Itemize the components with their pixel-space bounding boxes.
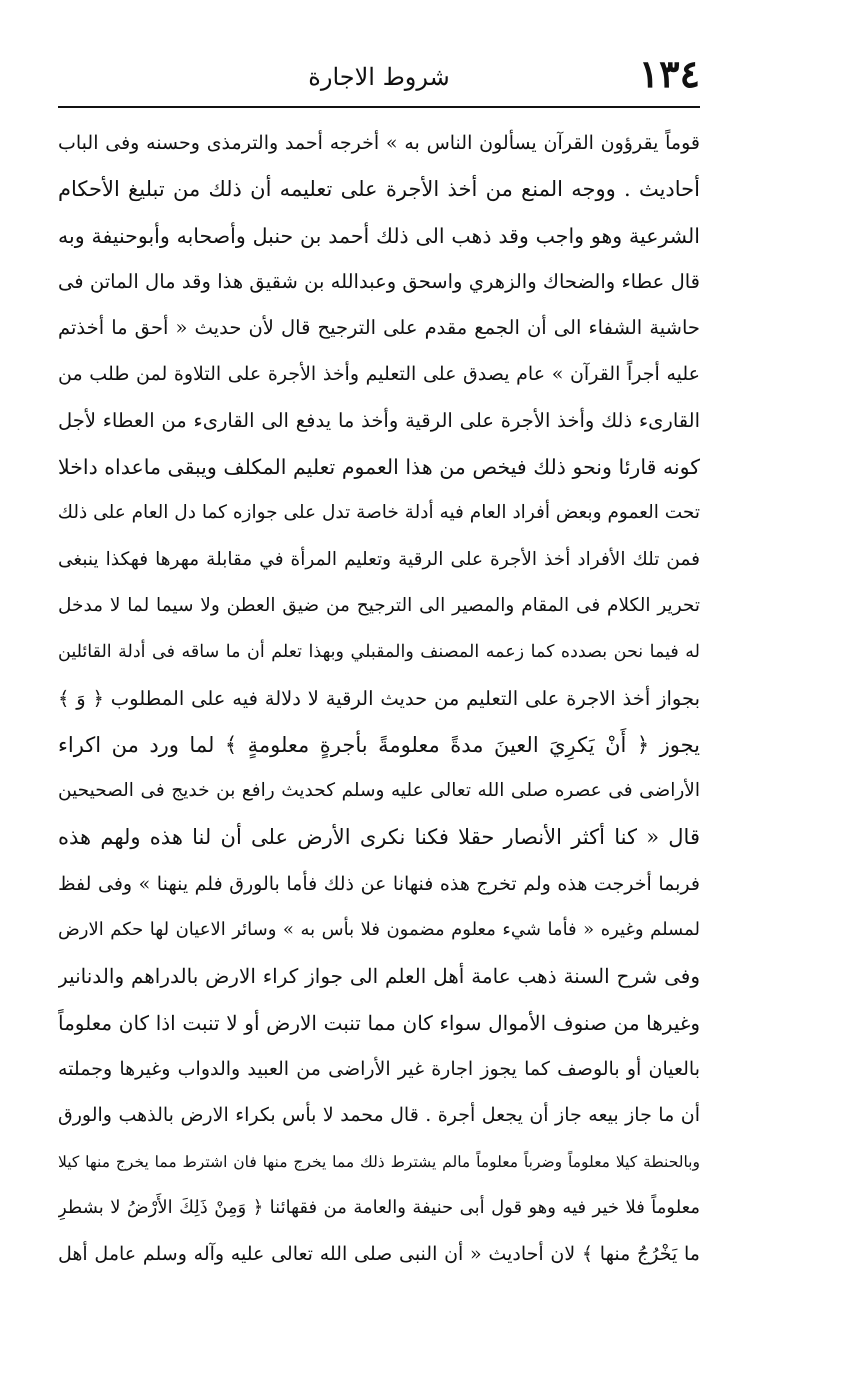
text-line: فربما أخرجت هذه ولم تخرج هذه فنهانا عن ذلك فأما بالورق فلم ينهنا » وفى لفظ	[58, 872, 700, 895]
page-number: ١٣٤	[638, 51, 700, 96]
text-line: بالعيان أو بالوصف كما يجوز اجارة غير الأراضى من العبيد والدواب وغيرها وجملته	[58, 1057, 700, 1080]
body-text	[58, 120, 700, 1277]
text-line: الشرعية وهو واجب وقد ذهب الى ذلك أحمد بن حنبل وأصحابه وأبوحنيفة وبه	[58, 223, 700, 248]
text-line: وفى شرح السنة ذهب عامة أهل العلم الى جواز كراء الارض بالدراهم والدنانير	[58, 964, 700, 989]
text-line: وبالحنطة كيلا معلوماً وضرباً معلوماً مالم يشترط ذلك مما يخرج منها فان اشترط مما يخرج منها كيلا	[58, 1152, 700, 1171]
page-header	[58, 52, 700, 102]
text-line: تحرير الكلام فى المقام والمصير الى الترجيح من ضيق العطن ولا سيما لما لا مدخل	[58, 594, 700, 616]
text-line: يجوز ﴿ أَنْ يَكرِيَ العينَ مدةً معلومةً بأجرةٍ معلومةٍ ﴾ لما ورد من اكراء	[58, 732, 700, 757]
text-line: الأراضى فى عصره صلى الله تعالى عليه وسلم كحديث رافع بن خديج فى الصحيحين	[58, 780, 700, 802]
text-line: أن ما جاز بيعه جاز أن يجعل أجرة . قال محمد لا بأس بكراء الارض بالذهب والورق	[58, 1104, 700, 1127]
text-line: ما يَخْرُجُ منها ﴾ لان أحاديث « أن النبى صلى الله تعالى عليه وآله وسلم عامل أهل	[58, 1243, 700, 1266]
text-line: بجواز أخذ الاجرة على التعليم من حديث الرقية لا دلالة فيه على المطلوب ﴿ وَ ﴾	[58, 686, 700, 710]
text-line: أحاديث . ووجه المنع من أخذ الأجرة على تعليمه أن ذلك من تبليغ الأحكام	[58, 177, 700, 202]
text-line: كونه قارئا ونحو ذلك فيخص من هذا العموم تعليم المكلف ويبقى ماعداه داخلا	[58, 455, 700, 480]
text-line: وغيرها من صنوف الأموال سواء كان مما تنبت الارض أو لا تنبت اذا كان معلوماً	[58, 1010, 700, 1035]
text-line: لمسلم وغيره « فأما شيء معلوم مضمون فلا بأس به » وسائر الاعيان لها حكم الارض	[58, 919, 700, 941]
text-line: قوماً يقرؤون القرآن يسألون الناس به » أخرجه أحمد والترمذى وحسنه وفى الباب	[58, 132, 700, 154]
text-line: قال عطاء والضحاك والزهري واسحق وعبدالله بن شقيق هذا وقد مال الماتن فى	[58, 269, 700, 293]
text-line: عليه أجراً القرآن » عام يصدق على التعليم وأخذ الأجرة على التلاوة لمن طلب من	[58, 363, 700, 386]
text-line: حاشية الشفاء الى أن الجمع مقدم على الترجيح قال لأن حديث « أحق ما أخذتم	[58, 316, 700, 340]
running-title: شروط الاجارة	[308, 63, 450, 91]
text-line: فمن تلك الأفراد أخذ الأجرة على الرقية وتعليم المرأة في مقابلة مهرها فهكذا ينبغى	[58, 548, 700, 570]
header-rule	[58, 106, 700, 108]
text-line: له فيما نحن بصدده كما زعمه المصنف والمقبلي وبهذا تعلم أن ما ساقه فى أدلة القائلين	[58, 642, 700, 663]
text-line: تحت العموم وبعض أفراد العام فيه أدلة خاصة تدل على جوازه كما دل العام على ذلك	[58, 502, 700, 524]
text-line: قال « كنا أكثر الأنصار حقلا فكنا نكرى الأرض على أن لنا هذه ولهم هذه	[58, 825, 700, 850]
text-line: القارىء ذلك وأخذ الأجرة على الرقية وأخذ ما يدفع الى القارىء من العطاء لأجل	[58, 408, 700, 432]
text-line: معلوماً فلا خير فيه وهو قول أبى حنيفة والعامة من فقهائنا ﴿ وَمِنْ ذَلِكَ الأَرْضُ لا بشطرِ	[58, 1196, 700, 1218]
